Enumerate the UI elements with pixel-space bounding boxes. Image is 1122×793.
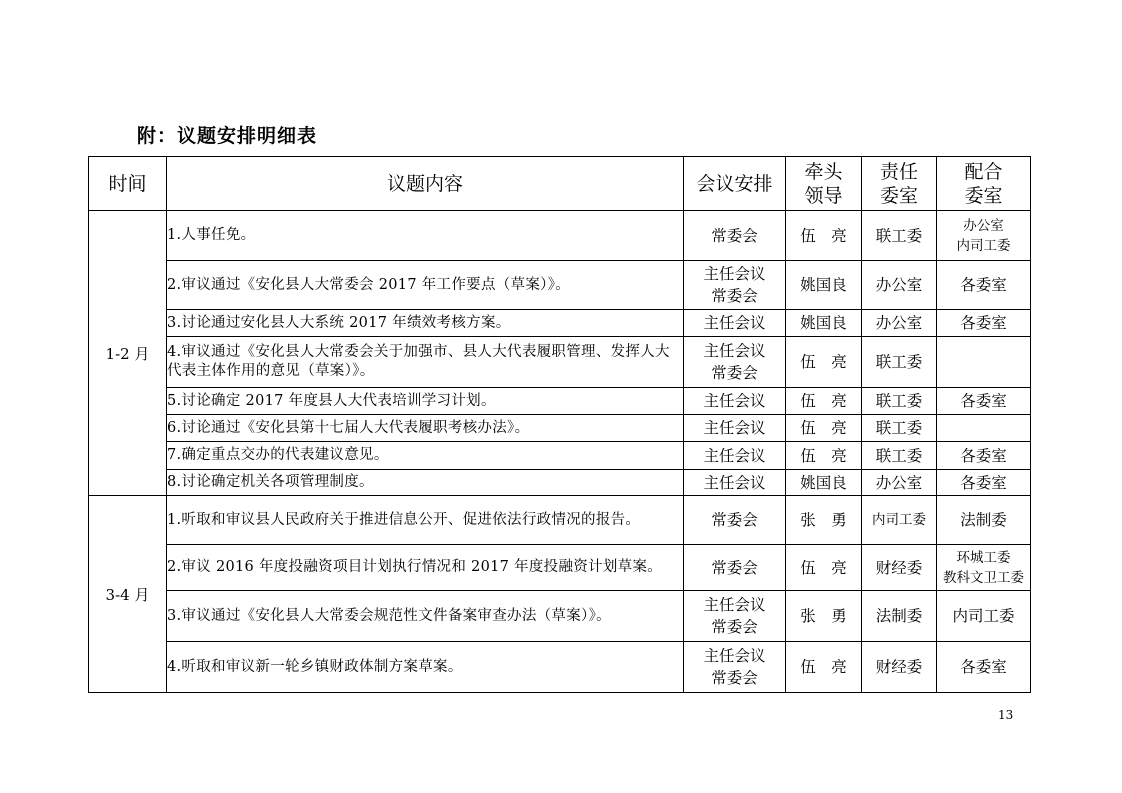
meeting-cell	[684, 642, 786, 693]
table-title: 附：议题安排明细表	[137, 125, 318, 147]
cooperating-line: 环城工委	[956, 549, 1011, 566]
meeting-line: 常委会	[711, 669, 758, 687]
cooperating-cell	[937, 415, 1031, 442]
lead-cell: 伍 亮	[786, 442, 862, 470]
meeting-cell	[684, 496, 786, 545]
topic-cell: 1.人事任免。	[167, 211, 684, 261]
cooperating-line: 办公室	[963, 217, 1004, 234]
lead-cell: 姚国良	[786, 310, 862, 337]
cooperating-line: 各委室	[960, 446, 1007, 465]
meeting-line: 常委会	[711, 287, 758, 305]
lead-cell: 张 勇	[786, 496, 862, 545]
table-row	[89, 211, 1031, 261]
meeting-line: 主任会议	[703, 342, 766, 360]
topic-cell: 7.确定重点交办的代表建议意见。	[167, 442, 684, 470]
header-topic: 议题内容	[167, 157, 684, 211]
topic-cell: 3.审议通过《安化县人大常委会规范性文件备案审查办法（草案）》。	[167, 591, 684, 642]
header-row	[89, 157, 1031, 211]
responsible-cell: 办公室	[862, 261, 937, 310]
meeting-line: 主任会议	[703, 446, 766, 465]
cooperating-line: 教科文卫工委	[943, 569, 1024, 586]
meeting-cell	[684, 591, 786, 642]
cooperating-line: 各委室	[960, 276, 1007, 294]
header-responsible-line: 责任	[879, 160, 918, 183]
cooperating-cell	[937, 261, 1031, 310]
header-lead	[786, 157, 862, 211]
meeting-line: 常委会	[711, 364, 758, 382]
header-cooperating-line: 委室	[964, 184, 1003, 207]
cooperating-cell	[937, 591, 1031, 642]
meeting-line: 主任会议	[703, 265, 766, 283]
cooperating-cell	[937, 545, 1031, 591]
header-meeting	[684, 157, 786, 211]
topic-cell: 5.讨论确定 2017 年度县人大代表培训学习计划。	[167, 388, 684, 415]
cooperating-cell	[937, 211, 1031, 261]
meeting-cell	[684, 470, 786, 496]
lead-cell: 伍 亮	[786, 415, 862, 442]
meeting-line: 主任会议	[703, 419, 766, 437]
meeting-line: 主任会议	[703, 473, 766, 492]
meeting-cell	[684, 388, 786, 415]
meeting-line: 常委会	[711, 618, 758, 636]
header-meeting-line: 会议安排	[696, 172, 773, 195]
meeting-line: 主任会议	[703, 647, 766, 665]
lead-cell: 姚国良	[786, 261, 862, 310]
cooperating-line: 各委室	[960, 473, 1007, 492]
header-cooperating-line: 配合	[964, 160, 1003, 183]
table-row	[89, 642, 1031, 693]
topic-cell: 3.讨论通过安化县人大系统 2017 年绩效考核方案。	[167, 310, 684, 337]
cooperating-cell	[937, 470, 1031, 496]
lead-cell: 伍 亮	[786, 337, 862, 388]
meeting-cell	[684, 337, 786, 388]
agenda-table	[88, 156, 1031, 693]
cooperating-line: 法制委	[960, 511, 1007, 529]
header-time: 时间	[89, 157, 167, 211]
meeting-cell	[684, 310, 786, 337]
table-row	[89, 442, 1031, 470]
page-number: 13	[998, 708, 1014, 722]
responsible-cell: 联工委	[862, 211, 937, 261]
cooperating-line: 内司工委	[952, 607, 1015, 625]
responsible-cell: 法制委	[862, 591, 937, 642]
responsible-cell: 内司工委	[862, 496, 937, 545]
cooperating-cell	[937, 388, 1031, 415]
table-row	[89, 415, 1031, 442]
lead-cell: 伍 亮	[786, 388, 862, 415]
topic-cell: 4.听取和审议新一轮乡镇财政体制方案草案。	[167, 642, 684, 693]
header-lead-line: 牵头	[804, 160, 843, 183]
cooperating-cell	[937, 310, 1031, 337]
meeting-cell	[684, 211, 786, 261]
header-lead-line: 领导	[804, 184, 843, 207]
topic-cell: 2.审议 2016 年度投融资项目计划执行情况和 2017 年度投融资计划草案。	[167, 545, 684, 591]
meeting-line: 常委会	[711, 226, 758, 245]
meeting-line: 主任会议	[703, 392, 766, 410]
meeting-line: 主任会议	[703, 314, 766, 332]
meeting-line: 主任会议	[703, 596, 766, 614]
cooperating-cell	[937, 442, 1031, 470]
cooperating-cell	[937, 337, 1031, 388]
lead-cell: 姚国良	[786, 470, 862, 496]
meeting-cell	[684, 415, 786, 442]
responsible-cell: 联工委	[862, 442, 937, 470]
table-row	[89, 545, 1031, 591]
table-row	[89, 591, 1031, 642]
lead-cell: 伍 亮	[786, 545, 862, 591]
cooperating-line: 内司工委	[956, 237, 1011, 254]
table-row	[89, 310, 1031, 337]
period-cell: 1-2 月	[89, 211, 167, 496]
table-row	[89, 337, 1031, 388]
topic-cell: 8.讨论确定机关各项管理制度。	[167, 470, 684, 496]
table-row	[89, 388, 1031, 415]
lead-cell: 伍 亮	[786, 211, 862, 261]
meeting-line: 常委会	[711, 511, 758, 529]
table-row	[89, 470, 1031, 496]
table-row	[89, 496, 1031, 545]
meeting-cell	[684, 261, 786, 310]
cooperating-line: 各委室	[960, 658, 1007, 676]
header-responsible-line: 委室	[879, 184, 918, 207]
responsible-cell: 办公室	[862, 310, 937, 337]
cooperating-line: 各委室	[960, 392, 1007, 410]
responsible-cell: 联工委	[862, 415, 937, 442]
header-responsible	[862, 157, 937, 211]
header-cooperating	[937, 157, 1031, 211]
period-cell: 3-4 月	[89, 496, 167, 693]
topic-cell: 2.审议通过《安化县人大常委会 2017 年工作要点（草案）》。	[167, 261, 684, 310]
cooperating-cell	[937, 496, 1031, 545]
topic-cell: 1.听取和审议县人民政府关于推进信息公开、促进依法行政情况的报告。	[167, 496, 684, 545]
responsible-cell: 财经委	[862, 642, 937, 693]
meeting-line: 常委会	[711, 558, 758, 577]
lead-cell: 伍 亮	[786, 642, 862, 693]
meeting-cell	[684, 442, 786, 470]
topic-cell: 4.审议通过《安化县人大常委会关于加强市、县人大代表履职管理、发挥人大代表主体作用的意见（草案）》。	[167, 337, 684, 388]
responsible-cell: 办公室	[862, 470, 937, 496]
responsible-cell: 联工委	[862, 388, 937, 415]
responsible-cell: 联工委	[862, 337, 937, 388]
lead-cell: 张 勇	[786, 591, 862, 642]
topic-cell: 6.讨论通过《安化县第十七届人大代表履职考核办法》。	[167, 415, 684, 442]
cooperating-cell	[937, 642, 1031, 693]
meeting-cell	[684, 545, 786, 591]
cooperating-line: 各委室	[960, 314, 1007, 332]
responsible-cell: 财经委	[862, 545, 937, 591]
table-row	[89, 261, 1031, 310]
